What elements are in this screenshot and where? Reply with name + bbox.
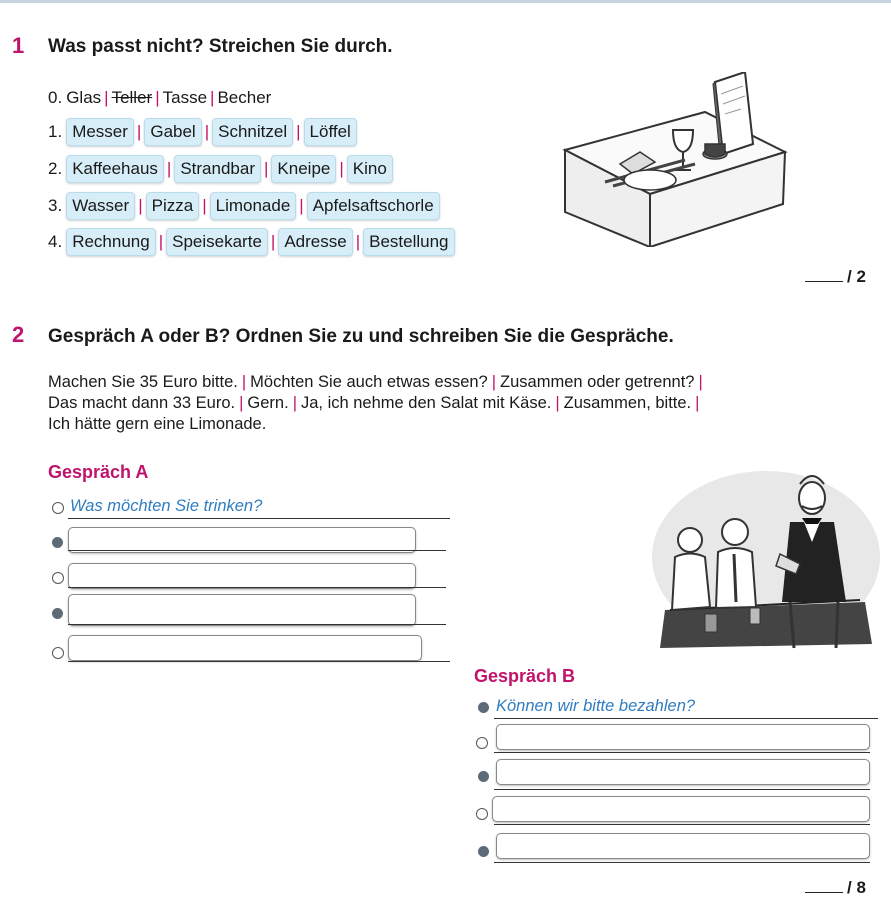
word-chip[interactable]: Kino (347, 155, 393, 183)
separator: | (155, 88, 160, 107)
waiter-marker (478, 771, 489, 782)
separator: | (241, 373, 247, 391)
word-chip[interactable]: Schnitzel (212, 118, 293, 146)
gespraech-a-title: Gespräch A (48, 462, 149, 482)
row-number: 0. (48, 88, 63, 107)
separator: | (292, 394, 297, 412)
separator: | (210, 88, 215, 107)
word-chip[interactable]: Rechnung (66, 228, 156, 256)
separator: | (138, 196, 143, 215)
word-chip[interactable]: Speisekarte (166, 228, 268, 256)
separator: | (104, 88, 109, 107)
guest-marker (476, 808, 488, 820)
gespraech-a-answer-box-4[interactable] (68, 635, 422, 661)
separator: | (166, 159, 172, 178)
gespraech-b-answer-box-1[interactable] (496, 724, 870, 750)
word-chip[interactable]: Adresse (278, 228, 352, 256)
table-setting-illustration (555, 72, 795, 247)
word-chip[interactable]: Limonade (210, 192, 297, 220)
answer-line (68, 550, 446, 551)
separator: | (204, 122, 210, 141)
separator: | (555, 394, 560, 412)
exercise-1-row-0 (48, 88, 271, 108)
separator: | (270, 232, 276, 251)
row-number: 2. (48, 159, 63, 178)
score-total: / 2 (847, 267, 866, 286)
word-chip[interactable]: Strandbar (174, 155, 261, 183)
restaurant-waiter-illustration (650, 462, 882, 652)
guest-marker (52, 502, 64, 514)
phrase: Gern. (247, 394, 289, 412)
separator: | (239, 394, 244, 412)
separator: | (136, 122, 142, 141)
separator: | (491, 373, 497, 391)
answer-line (494, 862, 870, 863)
word-chip[interactable]: Löffel (304, 118, 357, 146)
answer-line (494, 824, 870, 825)
word-chip[interactable]: Gabel (144, 118, 201, 146)
separator: | (339, 159, 344, 178)
separator: | (264, 159, 269, 178)
separator: | (695, 394, 700, 412)
word-chip[interactable]: Kneipe (271, 155, 336, 183)
phrase: Das macht dann 33 Euro. (48, 394, 236, 412)
separator: | (355, 232, 361, 251)
word-option: Glas (66, 88, 102, 107)
row-number: 3. (48, 196, 63, 215)
separator: | (299, 196, 304, 215)
exercise-1-row-3 (48, 192, 440, 220)
word-chip[interactable]: Messer (66, 118, 134, 146)
exercise-1-row-4 (48, 228, 455, 256)
answer-line (68, 624, 446, 625)
answer-line (68, 518, 450, 519)
gespraech-a-example: Was möchten Sie trinken? (70, 497, 263, 515)
phrase-bank (48, 372, 818, 435)
exercise-1-number: 1 (12, 33, 25, 58)
word-option: Tasse (162, 88, 208, 107)
word-chip[interactable]: Kaffeehaus (66, 155, 164, 183)
word-chip[interactable]: Pizza (146, 192, 200, 220)
guest-marker (52, 647, 64, 659)
word-option-crossed: Teller (111, 88, 153, 107)
separator: | (698, 373, 703, 391)
score-total: / 8 (847, 878, 866, 897)
waiter-marker (52, 537, 63, 548)
waiter-marker (52, 608, 63, 619)
gespraech-a-answer-box-2[interactable] (68, 563, 416, 589)
word-chip[interactable]: Bestellung (363, 228, 454, 256)
exercise-1-row-2 (48, 155, 393, 183)
answer-line (494, 718, 878, 719)
phrase: Zusammen oder getrennt? (500, 373, 695, 391)
gespraech-b-answer-box-4[interactable] (496, 833, 870, 859)
waiter-marker (478, 702, 489, 713)
answer-line (494, 752, 870, 753)
word-chip[interactable]: Wasser (66, 192, 135, 220)
separator: | (296, 122, 301, 141)
exercise-1-title: Was passt nicht? Streichen Sie durch. (48, 36, 393, 57)
answer-line (68, 587, 446, 588)
exercise-2-score (805, 878, 866, 898)
phrase: Ich hätte gern eine Limonade. (48, 415, 267, 433)
waiter-marker (478, 846, 489, 857)
guest-marker (476, 737, 488, 749)
score-blank[interactable] (805, 281, 843, 282)
answer-line (68, 661, 450, 662)
separator: | (158, 232, 164, 251)
separator: | (202, 196, 207, 215)
gespraech-b-example: Können wir bitte bezahlen? (496, 697, 696, 715)
exercise-2-title: Gespräch A oder B? Ordnen Sie zu und schreiben Sie die Gespräche. (48, 326, 674, 347)
top-rule (0, 0, 891, 3)
score-blank[interactable] (805, 892, 843, 893)
phrase: Machen Sie 35 Euro bitte. (48, 373, 238, 391)
phrase: Zusammen, bitte. (563, 394, 692, 412)
exercise-1-score (805, 267, 866, 287)
gespraech-b-title: Gespräch B (474, 666, 576, 686)
phrase: Möchten Sie auch etwas essen? (250, 373, 488, 391)
gespraech-a-answer-box-3[interactable] (68, 594, 416, 626)
guest-marker (52, 572, 64, 584)
row-number: 4. (48, 232, 63, 251)
exercise-1-row-1 (48, 118, 357, 146)
gespraech-b-answer-box-2[interactable] (496, 759, 870, 785)
exercise-2-number: 2 (12, 322, 25, 347)
word-option: Becher (217, 88, 272, 107)
gespraech-b-answer-box-3[interactable] (492, 796, 870, 822)
phrase: Ja, ich nehme den Salat mit Käse. (300, 394, 552, 412)
answer-line (494, 789, 870, 790)
row-number: 1. (48, 122, 63, 141)
word-chip[interactable]: Apfelsaftschorle (307, 192, 440, 220)
